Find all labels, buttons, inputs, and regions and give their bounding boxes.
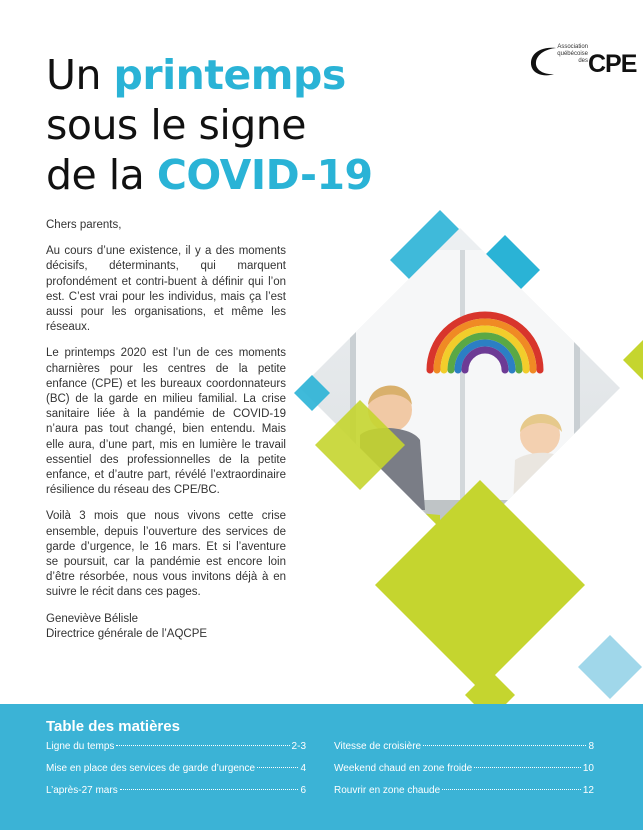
toc-item-label: L’après-27 mars xyxy=(46,785,118,796)
paragraph-1: Au cours d’une existence, il y a des moments décisifs, déterminants, qui marquent profondément et contri-buent à définir qui l’on est. C’est vrai pour les individus, mais ça l’est aussi pour les organisations, et même les réseaux. xyxy=(46,245,286,334)
lime-diamond-large xyxy=(375,480,585,690)
page-title xyxy=(46,50,446,200)
table-of-contents xyxy=(0,704,643,830)
toc-item-page: 2-3 xyxy=(291,741,306,752)
aqcpe-logo xyxy=(526,42,637,82)
toc-dot-leader xyxy=(116,745,289,746)
toc-item-weekend-zone-froide[interactable] xyxy=(334,763,594,777)
toc-item-apres-27-mars[interactable] xyxy=(46,785,306,799)
toc-item-rouvrir-zone-chaude[interactable] xyxy=(334,785,594,799)
toc-dot-leader xyxy=(257,767,298,768)
toc-item-label: Rouvrir en zone chaude xyxy=(334,785,441,796)
blue-diamond-bottom-right xyxy=(578,635,642,699)
logo-small-text: Association québécoise des xyxy=(557,44,588,64)
toc-item-page: 4 xyxy=(300,763,306,774)
toc-item-page: 8 xyxy=(588,741,594,752)
toc-item-ligne-du-temps[interactable] xyxy=(46,741,306,755)
title-line-3: de la COVID-19 xyxy=(46,151,373,199)
paragraph-2: Le printemps 2020 est l’un de ces moments charnières pour les centres de la petite enfance (CPE) et les bureaux coordonnateurs (BC) de la garde en milieu familial. La crise sanitaire liée à la pandémie de COVID-19 n’aura pas tout changé, bien entendu. Mais elle aura, d’une part, mis en lumière le travail essentiel des professionnelles de la petite enfance, et d’autre part, révélé l’extraordinaire résilience du réseau des CPE/BC. xyxy=(46,347,286,497)
toc-dot-leader xyxy=(120,789,299,790)
lime-diamond-right-edge xyxy=(623,340,643,380)
signature-name: Geneviève Bélisle xyxy=(46,612,139,625)
toc-dot-leader xyxy=(442,789,581,790)
toc-item-page: 12 xyxy=(582,785,594,796)
paragraph-3: Voilà 3 mois que nous vivons cette crise ensemble, depuis l’ouverture des services de garde d’urgence, le 16 mars. Et si l’aventure se poursuit, car la pandémie est encore loin d’être résorbée, nous vous invitons déjà à en suivre le récit dans ces pages. xyxy=(46,510,286,599)
title-line-2: sous le signe xyxy=(46,101,306,149)
toc-item-label: Vitesse de croisière xyxy=(334,741,422,752)
signature-role: Directrice générale de l’AQCPE xyxy=(46,627,208,640)
toc-item-page: 6 xyxy=(300,785,306,796)
diamond-collage xyxy=(290,210,643,720)
signature xyxy=(46,612,286,642)
cover-artwork xyxy=(290,210,643,720)
greeting: Chers parents, xyxy=(46,219,122,231)
toc-dot-leader xyxy=(423,745,586,746)
toc-item-vitesse-croisiere[interactable] xyxy=(334,741,594,755)
toc-title: Table des matières xyxy=(46,718,180,735)
toc-item-services-garde-urgence[interactable] xyxy=(46,763,306,777)
toc-item-label: Ligne du temps xyxy=(46,741,115,752)
toc-dot-leader xyxy=(474,767,581,768)
letter-body xyxy=(46,218,286,642)
title-accent-covid: COVID-19 xyxy=(156,151,373,199)
logo-big-text: CPE xyxy=(588,50,637,78)
toc-item-label: Mise en place des services de garde d’urgence xyxy=(46,763,256,774)
title-line-1: Un printemps xyxy=(46,51,346,99)
toc-item-page: 10 xyxy=(582,763,594,774)
title-accent-printemps: printemps xyxy=(113,51,346,99)
toc-item-label: Weekend chaud en zone froide xyxy=(334,763,473,774)
